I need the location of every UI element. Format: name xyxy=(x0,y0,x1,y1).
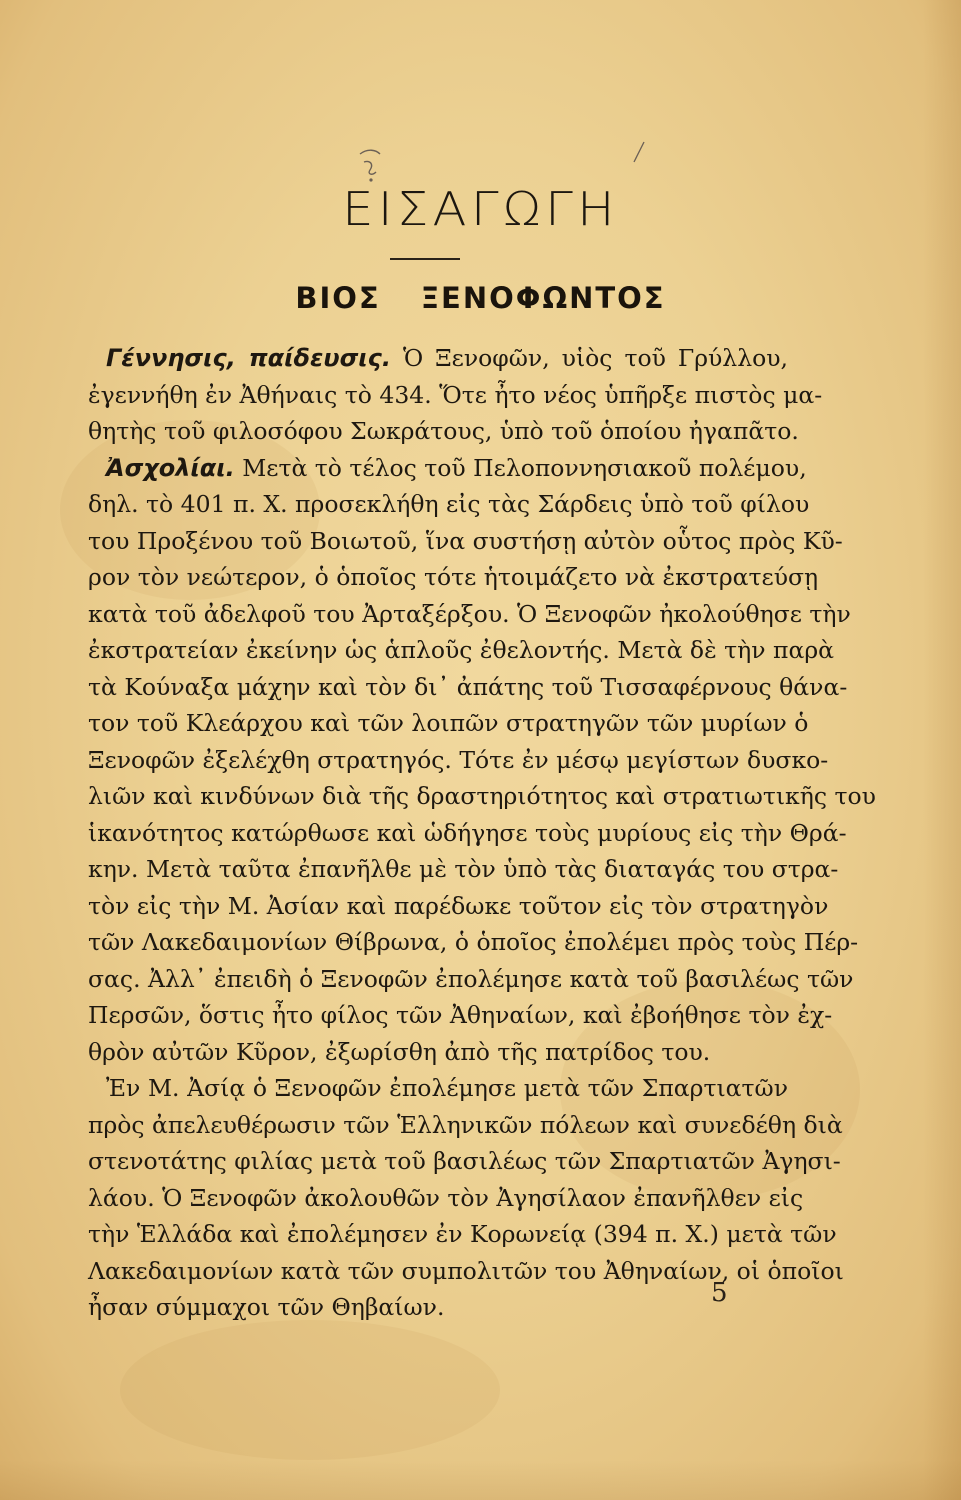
paper-stain xyxy=(120,1320,500,1460)
text-line: λιῶν καὶ κινδύνων διὰ τῆς δραστηριότητος καὶ στρατιωτικῆς του xyxy=(88,782,876,810)
text-line: Λακεδαιμονίων κατὰ τῶν συμπολιτῶν του Ἀθηναίων, οἱ ὁποῖοι xyxy=(88,1256,844,1285)
section-subtitle xyxy=(0,281,961,315)
text-line: Ξενοφῶν ἐξελέχθη στρατηγός. Τότε ἐν μέσῳ μεγίστων δυσκο- xyxy=(88,745,829,774)
text-line: ἱκανότητος κατώρθωσε καὶ ὡδήγησε τοὺς μυρίους εἰς τὴν Θρά- xyxy=(88,818,847,847)
text-line: Ἐν Μ. Ἀσίᾳ ὁ Ξενοφῶν ἐπολέμησε μετὰ τῶν Σπαρτιατῶν xyxy=(106,1074,788,1102)
text-line: Ἀσχολίαι. Μετὰ τὸ τέλος τοῦ Πελοποννησιακοῦ πολέμου, xyxy=(106,453,807,482)
text-line: ἐκστρατείαν ἐκείνην ὡς ἁπλοῦς ἐθελοντής. Μετὰ δὲ τὴν παρὰ xyxy=(88,636,834,664)
text-line: τὸν εἰς τὴν Μ. Ἀσίαν καὶ παρέδωκε τοῦτον εἰς τὸν στρατηγὸν xyxy=(88,891,829,920)
text-line: ρον τὸν νεώτερον, ὁ ὁποῖος τότε ἡτοιμάζετο νὰ ἐκστρατεύσῃ xyxy=(88,563,819,591)
text-line: τὴν Ἑλλάδα καὶ ἐπολέμησεν ἐν Κορωνείᾳ (394 π. Χ.) μετὰ τῶν xyxy=(88,1220,837,1248)
text-line: θητὴς τοῦ φιλοσόφου Σωκράτους, ὑπὸ τοῦ ὁποίου ἠγαπᾶτο. xyxy=(88,417,799,445)
text-line: θρὸν αὐτῶν Κῦρον, ἐξωρίσθη ἀπὸ τῆς πατρίδος του. xyxy=(88,1037,711,1066)
page-edge-shadow xyxy=(0,1460,961,1500)
text-line: πρὸς ἀπελευθέρωσιν τῶν Ἑλληνικῶν πόλεων καὶ συνεδέθη διὰ xyxy=(88,1110,843,1139)
paragraph-heading: Γέννησις, παίδευσις. xyxy=(106,344,391,372)
text-line: δηλ. τὸ 401 π. Χ. προσεκλήθη εἰς τὰς Σάρδεις ὑπὸ τοῦ φίλου xyxy=(88,490,810,518)
text-line: στενοτάτης φιλίας μετὰ τοῦ βασιλέως τῶν Σπαρτιατῶν Ἀγησι- xyxy=(88,1147,841,1175)
body-text xyxy=(88,340,876,1326)
text-line: Περσῶν, ὅστις ἦτο φίλος τῶν Ἀθηναίων, καὶ ἐβοήθησε τὸν ἐχ- xyxy=(88,1001,833,1029)
text-line: ἐγεννήθη ἐν Ἀθήναις τὸ 434. Ὅτε ἦτο νέος ὑπῆρξε πιστὸς μα- xyxy=(88,380,823,409)
page-title: ΕΙΣΑΓΩΓΗ xyxy=(342,182,619,236)
text-line: λάου. Ὁ Ξενοφῶν ἀκολουθῶν τὸν Ἀγησίλαον ἐπανῆλθεν εἰς xyxy=(88,1183,804,1212)
text-line: τὰ Κούναξα μάχην καὶ τὸν δι᾽ ἀπάτης τοῦ Τισσαφέρνους θάνα- xyxy=(88,672,848,701)
paragraph-heading: Ἀσχολίαι. xyxy=(106,453,235,482)
title-divider xyxy=(390,258,460,260)
text-line: τῶν Λακεδαιμονίων Θίβρωνα, ὁ ὁποῖος ἐπολέμει πρὸς τοὺς Πέρ- xyxy=(88,928,859,956)
text-line: ἦσαν σύμμαχοι τῶν Θηβαίων. xyxy=(88,1293,445,1321)
text-line: τον τοῦ Κλεάρχου καὶ τῶν λοιπῶν στρατηγῶν τῶν μυρίων ὁ xyxy=(88,709,809,737)
page-number: 5 xyxy=(711,1278,728,1308)
pencil-slash-mark xyxy=(628,140,650,164)
text-line: σας. Ἀλλ᾽ ἐπειδὴ ὁ Ξενοφῶν ἐπολέμησε κατὰ τοῦ βασιλέως τῶν xyxy=(88,964,854,993)
text-line: Γέννησις, παίδευσις. Ὁ Ξενοφῶν, υἱὸς τοῦ Γρύλλου, xyxy=(106,344,788,372)
subtitle-word-xenophontos: ΞΕΝΟΦΩΝΤΟΣ xyxy=(420,281,666,315)
text-line: του Προξένου τοῦ Βοιωτοῦ, ἵνα συστήσῃ αὐτὸν οὗτος πρὸς Κῦ- xyxy=(88,526,843,555)
text-line: κην. Μετὰ ταῦτα ἐπανῆλθε μὲ τὸν ὑπὸ τὰς διαταγάς του στρα- xyxy=(88,855,839,883)
text-line: κατὰ τοῦ ἀδελφοῦ του Ἀρταξέρξου. Ὁ Ξενοφῶν ἠκολούθησε τὴν xyxy=(88,599,851,628)
subtitle-word-bios: ΒΙΟΣ xyxy=(295,281,381,315)
